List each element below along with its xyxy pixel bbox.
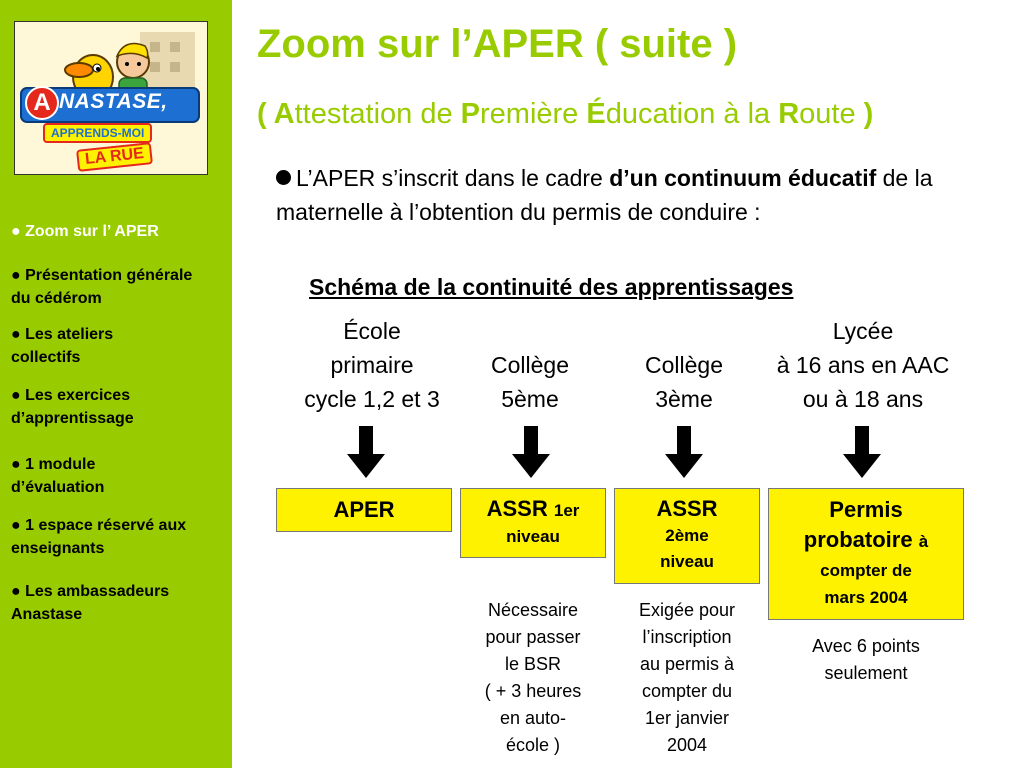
- note-line: Exigée pour: [638, 600, 736, 620]
- bullet-icon: ●: [11, 326, 26, 343]
- box-assr1-line2: niveau: [506, 527, 560, 546]
- sidebar-item-exercices[interactable]: [11, 384, 191, 430]
- note-line: le BSR: [504, 654, 562, 674]
- stage-line: 3ème: [655, 386, 713, 412]
- page-subtitle: [257, 98, 873, 131]
- bullet-icon: ●: [11, 583, 26, 600]
- sidebar-item-evaluation[interactable]: [11, 453, 161, 499]
- note-permis: [768, 633, 964, 687]
- sidebar-item-label: Présentation générale du cédérom: [11, 267, 193, 307]
- note-line: école ): [505, 735, 561, 755]
- note-assr1: [460, 597, 606, 759]
- subtitle-p: P: [460, 98, 480, 130]
- sidebar-item-presentation[interactable]: [11, 264, 216, 310]
- sidebar: [0, 0, 232, 768]
- box-assr1-small: 1er: [553, 501, 580, 520]
- sidebar-item-label: Les ambassadeurs Anastase: [11, 583, 170, 623]
- box-assr2-line3: niveau: [660, 552, 714, 571]
- subtitle-open: (: [257, 98, 274, 130]
- sidebar-item-ateliers[interactable]: [11, 323, 161, 369]
- box-assr1-main: ASSR: [486, 496, 548, 521]
- note-line: l’inscription: [642, 627, 732, 647]
- arrow-down-icon: [843, 426, 881, 478]
- box-aper-label: APER: [333, 497, 395, 522]
- subtitle-r: R: [778, 98, 800, 130]
- sidebar-item-label: 1 module d’évaluation: [11, 456, 105, 496]
- stage-line: Lycée: [832, 318, 894, 344]
- subtitle-a: A: [273, 98, 295, 130]
- sidebar-item-label: Les ateliers collectifs: [11, 326, 114, 366]
- subtitle-a-rest: ttestation de: [294, 98, 461, 130]
- note-line: 1er janvier: [644, 708, 730, 728]
- stage-line: Collège: [491, 352, 569, 378]
- box-permis-line4: mars 2004: [824, 588, 908, 607]
- sidebar-item-enseignants[interactable]: [11, 514, 211, 560]
- sidebar-item-label: 1 espace réservé aux enseignants: [11, 517, 187, 557]
- subtitle-r-rest: oute: [799, 98, 864, 130]
- logo-line3: LA RUE: [76, 142, 153, 172]
- schema-title: Schéma de la continuité des apprentissages: [309, 274, 794, 300]
- box-permis-line3: compter de: [820, 561, 912, 580]
- subtitle-close: ): [863, 98, 874, 130]
- box-assr2-main: ASSR: [656, 496, 718, 521]
- stage-line: École: [343, 318, 401, 344]
- stage-line: primaire: [330, 352, 414, 378]
- intro-bullet: [276, 161, 966, 229]
- box-permis-small: à: [918, 532, 929, 551]
- subtitle-p-rest: remière: [480, 98, 587, 130]
- sidebar-item-label: Zoom sur l’ APER: [25, 223, 159, 240]
- box-permis-line2-wrap: [769, 525, 963, 557]
- box-permis-line1: Permis: [829, 497, 903, 522]
- stage-line: cycle 1,2 et 3: [304, 386, 440, 412]
- subtitle-e-rest: ducation à la: [605, 98, 779, 130]
- bullet-text-1: L’APER s’inscrit dans le cadre: [296, 165, 610, 191]
- note-line: au permis à: [639, 654, 735, 674]
- stage-college-5: [468, 348, 592, 416]
- note-line: compter du: [641, 681, 733, 701]
- bullet-icon: ●: [11, 517, 26, 534]
- bullet-dot-icon: [276, 170, 291, 185]
- stage-line: ou à 18 ans: [802, 386, 924, 412]
- sidebar-item-ambassadeurs[interactable]: [11, 580, 221, 626]
- box-permis: [768, 488, 964, 620]
- stage-lycee: [752, 314, 974, 416]
- box-assr2-line2: 2ème: [665, 526, 709, 545]
- note-line: seulement: [824, 663, 908, 683]
- note-line: ( + 3 heures: [484, 681, 582, 701]
- logo-word: NASTASE,: [59, 90, 168, 113]
- logo-line2: APPRENDS-MOI: [43, 123, 152, 143]
- note-line: 2004: [666, 735, 708, 755]
- sidebar-item-label: Les exercices d’apprentissage: [11, 387, 134, 427]
- box-permis-line2: probatoire: [803, 527, 913, 552]
- bullet-icon: ●: [11, 387, 26, 404]
- arrow-down-icon: [665, 426, 703, 478]
- bullet-icon: ●: [11, 223, 26, 240]
- bullet-text-2: de la maternelle à l’obtention du permis de conduire :: [276, 165, 933, 225]
- arrow-down-icon: [512, 426, 550, 478]
- note-line: Avec 6 points: [812, 636, 920, 656]
- stage-line: Collège: [645, 352, 723, 378]
- page-title: Zoom sur l’APER ( suite ): [257, 22, 738, 66]
- note-line: en auto-: [499, 708, 567, 728]
- subtitle-e: É: [586, 98, 606, 130]
- bullet-icon: ●: [11, 456, 26, 473]
- stage-college-3: [622, 348, 746, 416]
- anastase-logo[interactable]: [14, 21, 208, 175]
- stage-line: à 16 ans en AAC: [776, 352, 950, 378]
- sidebar-item-zoom-aper[interactable]: [11, 220, 211, 243]
- bullet-text-bold: d’un continuum éducatif: [609, 165, 877, 191]
- box-aper: [276, 488, 452, 532]
- stage-ecole: [283, 314, 461, 416]
- note-line: Nécessaire: [487, 600, 579, 620]
- note-line: pour passer: [485, 627, 581, 647]
- arrow-down-icon: [347, 426, 385, 478]
- bullet-icon: ●: [11, 267, 26, 284]
- box-assr1: [460, 488, 606, 558]
- box-assr1-line1: [461, 495, 605, 525]
- note-assr2: [614, 597, 760, 759]
- logo-letter: A: [25, 86, 59, 120]
- stage-line: 5ème: [501, 386, 559, 412]
- box-assr2: [614, 488, 760, 584]
